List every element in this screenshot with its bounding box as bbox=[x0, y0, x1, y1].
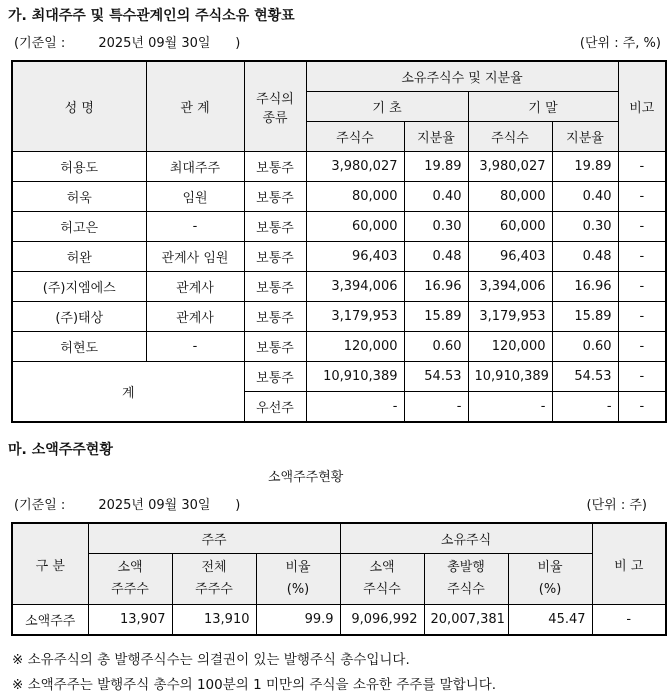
cell-note: - bbox=[618, 212, 666, 242]
cell-issued-shares: 20,007,381 bbox=[424, 605, 508, 636]
section1-unit: (단위 : 주, %) bbox=[579, 36, 661, 51]
table-row bbox=[12, 302, 666, 332]
cell-end-shares: 96,403 bbox=[468, 242, 552, 272]
table-row bbox=[12, 332, 666, 362]
header-issued-shares bbox=[424, 554, 508, 605]
cell-relation: - bbox=[146, 332, 244, 362]
cell-name: 허용도 bbox=[12, 152, 146, 182]
header-holders-ratio-line1: 비율 bbox=[285, 560, 311, 575]
header-holdings: 소유주식수 및 지분율 bbox=[306, 61, 618, 92]
header-end: 기 말 bbox=[468, 92, 618, 122]
cell-name: 허완 bbox=[12, 242, 146, 272]
cell-note: - bbox=[618, 302, 666, 332]
cell-end-ratio: 0.30 bbox=[552, 212, 618, 242]
table-row bbox=[12, 212, 666, 242]
cell-relation: 관계사 임원 bbox=[146, 242, 244, 272]
header-begin-ratio: 지분율 bbox=[404, 122, 468, 152]
header-stock-type: 주식의 종류 bbox=[244, 61, 306, 152]
cell-name: (주)지엠에스 bbox=[12, 272, 146, 302]
header-end-shares: 주식수 bbox=[468, 122, 552, 152]
cell-end-ratio: 0.40 bbox=[552, 182, 618, 212]
cell-end-shares: 3,394,006 bbox=[468, 272, 552, 302]
header-minor-shares-line2: 주식수 bbox=[363, 582, 401, 597]
cell-note: - bbox=[618, 332, 666, 362]
cell-begin-shares: 80,000 bbox=[306, 182, 404, 212]
cell-end-shares: 3,980,027 bbox=[468, 152, 552, 182]
cell-end-ratio: 0.48 bbox=[552, 242, 618, 272]
cell-type: 보통주 bbox=[244, 362, 306, 392]
header-shares-ratio-line1: 비율 bbox=[537, 560, 563, 575]
cell-begin-ratio: 19.89 bbox=[404, 152, 468, 182]
header-minor-holders bbox=[88, 554, 172, 605]
cell-end-shares: 60,000 bbox=[468, 212, 552, 242]
cell-name: 허고은 bbox=[12, 212, 146, 242]
cell-type: 보통주 bbox=[244, 332, 306, 362]
header-total-holders-line1: 전체 bbox=[201, 560, 227, 575]
header-holders: 주주 bbox=[88, 523, 340, 554]
minority-shareholders-table bbox=[11, 522, 667, 636]
cell-end-ratio: 54.53 bbox=[552, 362, 618, 392]
header-issued-shares-line1: 총발행 bbox=[447, 560, 485, 575]
cell-type: 보통주 bbox=[244, 212, 306, 242]
cell-type: 보통주 bbox=[244, 182, 306, 212]
table-row bbox=[12, 605, 666, 636]
cell-begin-shares: 120,000 bbox=[306, 332, 404, 362]
header-begin: 기 초 bbox=[306, 92, 468, 122]
cell-relation: - bbox=[146, 212, 244, 242]
cell-note: - bbox=[618, 392, 666, 423]
cell-type: 보통주 bbox=[244, 302, 306, 332]
cell-begin-ratio: - bbox=[404, 392, 468, 423]
header-shares-ratio bbox=[508, 554, 592, 605]
cell-note: - bbox=[618, 272, 666, 302]
cell-end-ratio: 19.89 bbox=[552, 152, 618, 182]
cell-category: 소액주주 bbox=[12, 605, 88, 636]
section2-base-date: (기준일 : 2025년 09월 30일 ) bbox=[14, 498, 241, 513]
header-note: 비 고 bbox=[592, 523, 666, 605]
cell-relation: 임원 bbox=[146, 182, 244, 212]
cell-name: 허현도 bbox=[12, 332, 146, 362]
cell-name: (주)태상 bbox=[12, 302, 146, 332]
header-category: 구 분 bbox=[12, 523, 88, 605]
cell-begin-ratio: 0.48 bbox=[404, 242, 468, 272]
section2-title: 마. 소액주주현황 bbox=[8, 442, 113, 458]
cell-end-shares: 10,910,389 bbox=[468, 362, 552, 392]
cell-begin-ratio: 0.60 bbox=[404, 332, 468, 362]
cell-type: 보통주 bbox=[244, 272, 306, 302]
cell-begin-ratio: 0.30 bbox=[404, 212, 468, 242]
cell-end-shares: 3,179,953 bbox=[468, 302, 552, 332]
header-minor-holders-line1: 소액 bbox=[117, 560, 143, 575]
cell-type: 보통주 bbox=[244, 242, 306, 272]
cell-note: - bbox=[618, 152, 666, 182]
cell-begin-ratio: 54.53 bbox=[404, 362, 468, 392]
header-holders-ratio-line2: (%) bbox=[286, 582, 310, 597]
section2-caption: 소액주주현황 bbox=[268, 470, 344, 485]
header-end-ratio: 지분율 bbox=[552, 122, 618, 152]
cell-begin-shares: 96,403 bbox=[306, 242, 404, 272]
header-minor-shares bbox=[340, 554, 424, 605]
cell-note: - bbox=[618, 242, 666, 272]
header-total-holders bbox=[172, 554, 256, 605]
header-shares: 소유주식 bbox=[340, 523, 592, 554]
header-minor-shares-line1: 소액 bbox=[369, 560, 395, 575]
cell-minor-holders: 13,907 bbox=[88, 605, 172, 636]
cell-end-ratio: 0.60 bbox=[552, 332, 618, 362]
cell-note: - bbox=[618, 182, 666, 212]
major-shareholders-table bbox=[11, 60, 667, 423]
table-row bbox=[12, 182, 666, 212]
cell-minor-shares: 9,096,992 bbox=[340, 605, 424, 636]
cell-type: 보통주 bbox=[244, 152, 306, 182]
cell-end-ratio: 15.89 bbox=[552, 302, 618, 332]
cell-end-ratio: 16.96 bbox=[552, 272, 618, 302]
cell-shares-ratio: 45.47 bbox=[508, 605, 592, 636]
cell-total-holders: 13,910 bbox=[172, 605, 256, 636]
header-minor-holders-line2: 주주수 bbox=[111, 582, 149, 597]
cell-begin-shares: 60,000 bbox=[306, 212, 404, 242]
cell-note: - bbox=[592, 605, 666, 636]
cell-end-shares: 120,000 bbox=[468, 332, 552, 362]
cell-end-ratio: - bbox=[552, 392, 618, 423]
header-issued-shares-line2: 주식수 bbox=[447, 582, 485, 597]
total-label: 계 bbox=[12, 362, 244, 423]
cell-relation: 관계사 bbox=[146, 272, 244, 302]
cell-relation: 최대주주 bbox=[146, 152, 244, 182]
table-row bbox=[12, 152, 666, 182]
cell-note: - bbox=[618, 362, 666, 392]
cell-relation: 관계사 bbox=[146, 302, 244, 332]
header-total-holders-line2: 주주수 bbox=[195, 582, 233, 597]
cell-begin-ratio: 0.40 bbox=[404, 182, 468, 212]
section2-unit: (단위 : 주) bbox=[586, 498, 647, 513]
section1-title: 가. 최대주주 및 특수관계인의 주식소유 현황표 bbox=[8, 8, 295, 24]
header-holders-ratio bbox=[256, 554, 340, 605]
header-name: 성 명 bbox=[12, 61, 146, 152]
cell-begin-shares: 3,394,006 bbox=[306, 272, 404, 302]
cell-end-shares: 80,000 bbox=[468, 182, 552, 212]
cell-begin-shares: 10,910,389 bbox=[306, 362, 404, 392]
header-shares-ratio-line2: (%) bbox=[538, 582, 562, 597]
total-row-common bbox=[12, 362, 666, 392]
table-row bbox=[12, 272, 666, 302]
header-begin-shares: 주식수 bbox=[306, 122, 404, 152]
cell-begin-shares: 3,980,027 bbox=[306, 152, 404, 182]
cell-begin-ratio: 15.89 bbox=[404, 302, 468, 332]
cell-end-shares: - bbox=[468, 392, 552, 423]
section1-base-date: (기준일 : 2025년 09월 30일 ) bbox=[14, 36, 241, 51]
header-relation: 관 계 bbox=[146, 61, 244, 152]
cell-begin-shares: - bbox=[306, 392, 404, 423]
cell-begin-shares: 3,179,953 bbox=[306, 302, 404, 332]
cell-begin-ratio: 16.96 bbox=[404, 272, 468, 302]
header-note: 비고 bbox=[618, 61, 666, 152]
cell-holders-ratio: 99.9 bbox=[256, 605, 340, 636]
footnote-1: ※ 소유주식의 총 발행주식수는 의결권이 있는 발행주식 총수입니다. bbox=[12, 652, 410, 668]
footnote-2: ※ 소액주주는 발행주식 총수의 100분의 1 미만의 주식을 소유한 주주를 말합니다. bbox=[12, 677, 497, 693]
cell-name: 허욱 bbox=[12, 182, 146, 212]
table-row bbox=[12, 242, 666, 272]
cell-type: 우선주 bbox=[244, 392, 306, 423]
